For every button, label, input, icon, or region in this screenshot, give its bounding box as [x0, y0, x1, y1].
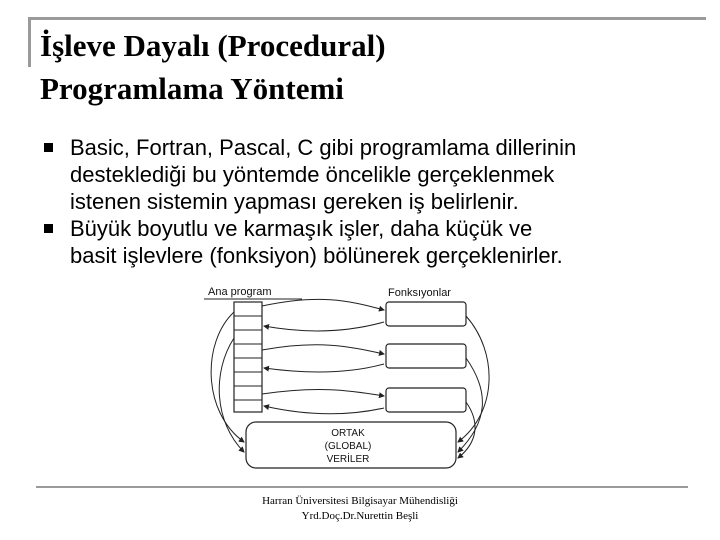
slide-footer	[180, 494, 540, 524]
bullet-square-icon	[44, 143, 53, 152]
bullet-1-line-1: Basic, Fortran, Pascal, C gibi programlama dillerinin	[70, 135, 577, 160]
title-line-1: İşleve Dayalı (Procedural)	[40, 28, 386, 63]
bullet-list	[44, 134, 694, 269]
procedural-diagram	[198, 282, 498, 472]
function-box-1	[386, 302, 466, 326]
function-box-3	[386, 388, 466, 412]
shared-data-line-1: ORTAK	[331, 428, 365, 439]
functions-label: Fonksıyonlar	[388, 287, 451, 299]
function-box-2	[386, 344, 466, 368]
footer-divider	[36, 486, 688, 488]
bullet-item-2	[44, 215, 694, 269]
call-arrows	[262, 299, 384, 413]
title-line-2: Programlama Yöntemi	[40, 71, 344, 106]
footer-line-1: Harran Üniversitesi Bilgisayar Mühendisliği	[262, 495, 458, 507]
shared-data-line-3: VERİLER	[326, 454, 370, 465]
bullet-2-line-1: Büyük boyutlu ve karmaşık işler, daha küçük ve	[70, 216, 533, 241]
slide-title	[40, 24, 680, 110]
main-program-label: Ana program	[208, 286, 272, 298]
bullet-item-1	[44, 134, 694, 215]
bullet-1-line-3: istenen sistemin yapması gereken iş belirlenir.	[70, 189, 519, 214]
bullet-square-icon	[44, 224, 53, 233]
frame-top-line	[28, 17, 706, 20]
footer-line-2: Yrd.Doç.Dr.Nurettin Beşli	[301, 510, 419, 522]
shared-data-line-2: (GLOBAL)	[324, 441, 372, 452]
frame-left-line	[28, 17, 31, 67]
bullet-1-line-2: desteklediği bu yöntemde öncelikle gerçeklenmek	[70, 162, 555, 187]
bullet-2-line-2: basit işlevlere (fonksiyon) bölünerek gerçeklenirler.	[70, 243, 563, 268]
main-program-stack	[234, 302, 262, 412]
